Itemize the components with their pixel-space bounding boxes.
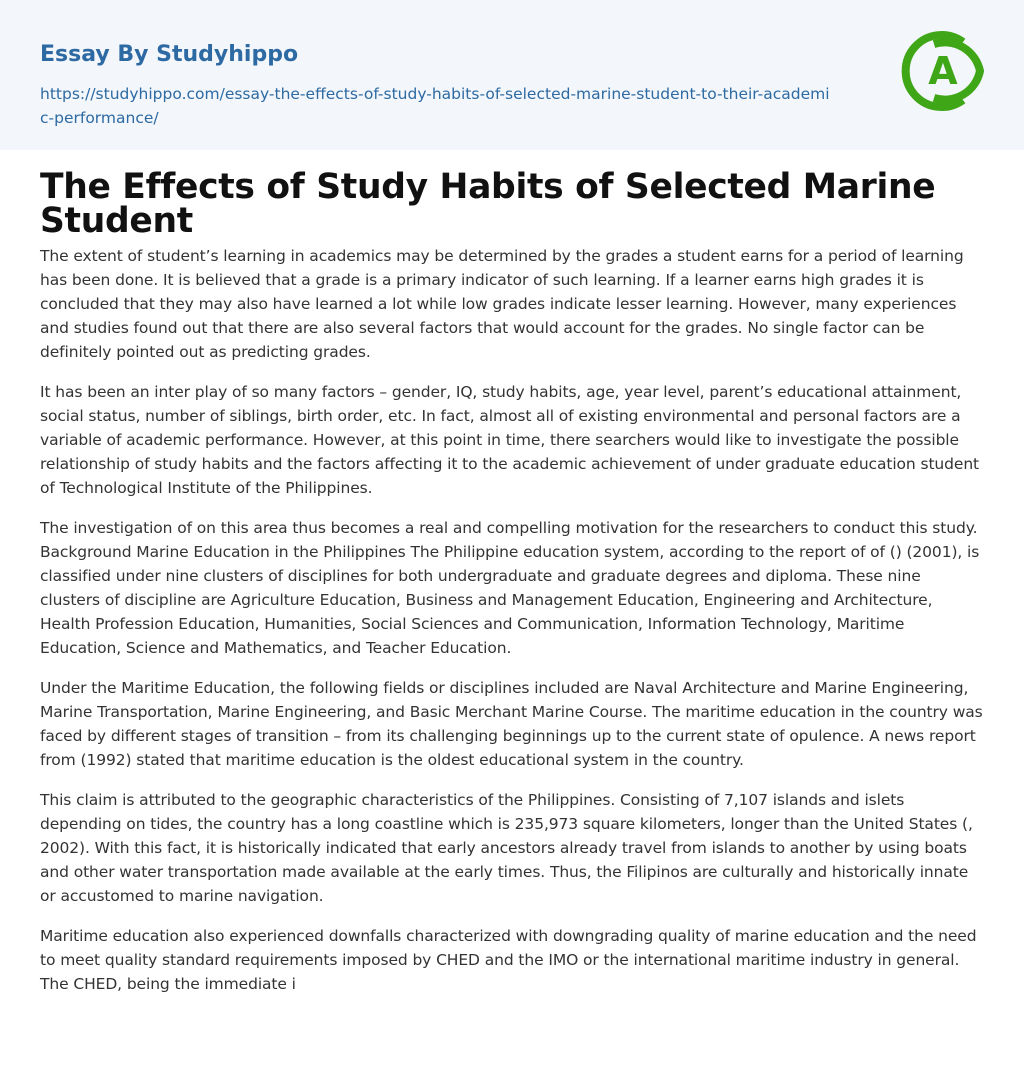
essay-content bbox=[0, 167, 1024, 996]
essay-paragraph-4: Under the Maritime Education, the following fields or disciplines included are Naval Architecture and Marine Engineering, Marine Transportation, Marine Engineering, and Basic Merchant Marine Course. The maritime education in the country was faced by different stages of transition – from its challenging beginnings up to the current state of opulence. A news report from (1992) stated that maritime education is the oldest educational system in the country. bbox=[40, 679, 983, 769]
essay-paragraph-2: It has been an inter play of so many factors – gender, IQ, study habits, age, year level, parent’s educational attainment, social status, number of siblings, birth order, etc. In fact, almost all of existing environmental and personal factors are a variable of academic performance. However, at this point in time, there searchers would like to investigate the possible relationship of study habits and the factors affecting it to the academic achievement of under graduate education student of Technological Institute of the Philippines. bbox=[40, 383, 980, 497]
site-header bbox=[0, 0, 1024, 150]
logo-letter: A bbox=[928, 49, 958, 93]
studyhippo-logo-icon[interactable] bbox=[900, 28, 986, 114]
site-title[interactable]: Essay By Studyhippo bbox=[40, 42, 299, 67]
essay-paragraph-1: The extent of student’s learning in academics may be determined by the grades a student earns for a period of learning has been done. It is believed that a grade is a primary indicator of such learning. If a learner earns high grades it is concluded that they may also have learned a lot while low grades indicate lesser learning. However, many experiences and studies found out that there are also several factors that would account for the grades. No single factor can be definitely pointed out as predicting grades. bbox=[40, 247, 964, 361]
essay-paragraph-3: The investigation of on this area thus becomes a real and compelling motivation for the researchers to conduct this study. Background Marine Education in the Philippines The Philippine education system, according to the report of of () (2001), is classified under nine clusters of disciplines for both undergraduate and graduate degrees and diploma. These nine clusters of discipline are Agriculture Education, Business and Management Education, Engineering and Architecture, Health Profession Education, Humanities, Social Sciences and Communication, Information Technology, Maritime Education, Science and Mathematics, and Teacher Education. bbox=[40, 519, 980, 657]
essay-paragraph-5: This claim is attributed to the geographic characteristics of the Philippines. Consisting of 7,107 islands and islets depending on tides, the country has a long coastline which is 235,973 square kilometers, longer than the United States (, 2002). With this fact, it is historically indicated that early ancestors already travel from islands to another by using boats and other water transportation made available at the early times. Thus, the Filipinos are culturally and historically innate or accustomed to marine navigation. bbox=[40, 791, 973, 905]
essay-title: The Effects of Study Habits of Selected Marine Student bbox=[40, 167, 936, 241]
essay-paragraph-6: Maritime education also experienced downfalls characterized with downgrading quality of marine education and the need to meet quality standard requirements imposed by CHED and the IMO or the international maritime industry in general. The CHED, being the immediate i bbox=[40, 927, 977, 993]
essay-url-link[interactable]: https://studyhippo.com/essay-the-effects-of-study-habits-of-selected-marine-student-to-their-academic-performance/ bbox=[40, 85, 830, 127]
